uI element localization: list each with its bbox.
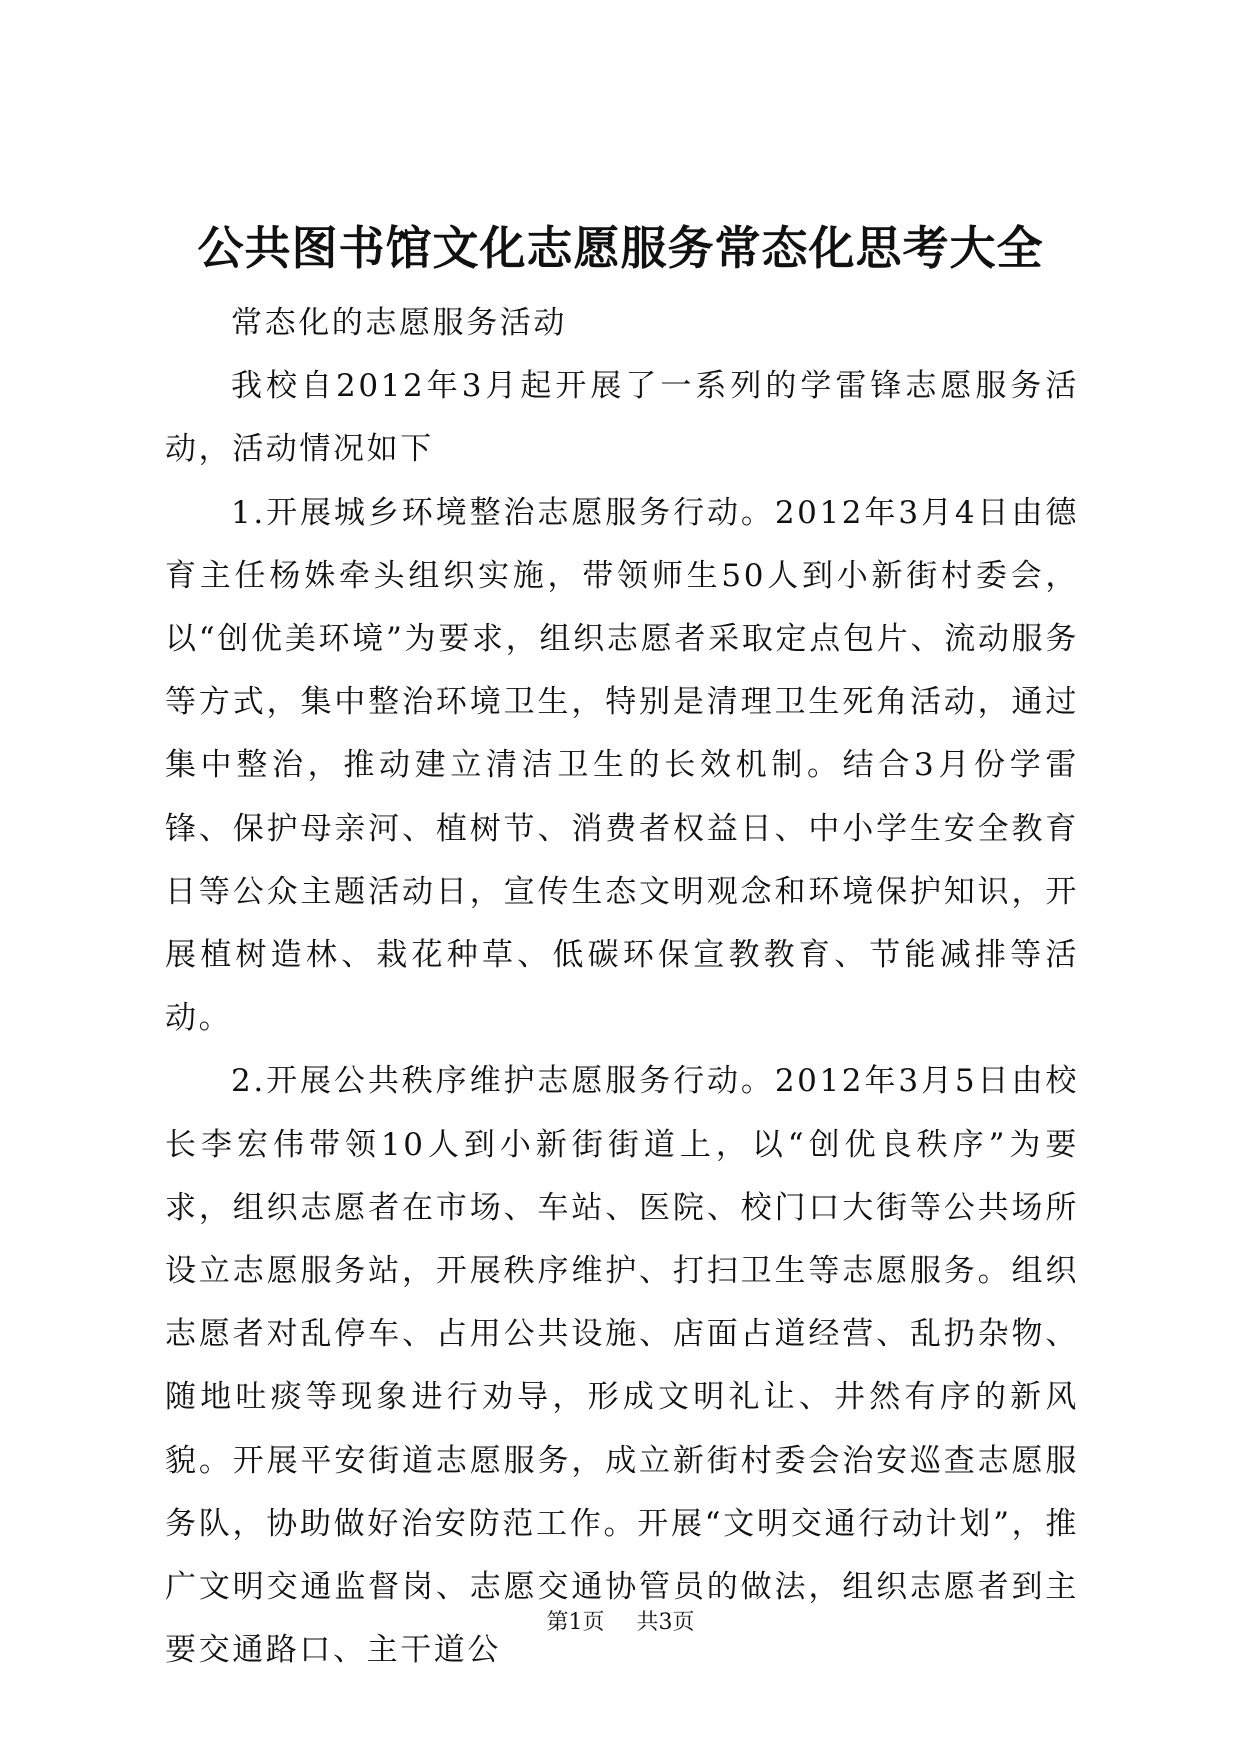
- paragraph-intro: 我校自2012年3月起开展了一系列的学雷锋志愿服务活动，活动情况如下: [165, 368, 1079, 468]
- document-title: 公共图书馆文化志愿服务常态化思考大全: [197, 221, 1044, 275]
- paragraph-item-1: 1.开展城乡环境整治志愿服务行动。2012年3月4日由德育主任杨姝牵头组织实施，带领师生50人到小新街村委会，以“创优美环境”为要求，组织志愿者采取定点包片、流动服务等方式，集中整治环境卫生，特别是清理卫生死角活动，通过集中整治，推动建立清洁卫生的长效机制。结合3月份学雷锋、保护母亲河、植树节、消费者权益日、中小学生安全教育日等公众主题活动日，宣传生态文明观念和环境保护知识，开展植树造林、栽花种草、低碳环保宣教教育、节能减排等活动。: [165, 494, 1079, 1037]
- paragraph-item-2: 2.开展公共秩序维护志愿服务行动。2012年3月5日由校长李宏伟带领10人到小新街街道上，以“创优良秩序”为要求，组织志愿者在市场、车站、医院、校门口大街等公共场所设立志愿服务站，开展秩序维护、打扫卫生等志愿服务。组织志愿者对乱停车、占用公共设施、店面占道经营、乱扔杂物、随地吐痰等现象进行劝导，形成文明礼让、井然有序的新风貌。开展平安街道志愿服务，成立新街村委会治安巡查志愿服务队，协助做好治安防范工作。开展“文明交通行动计划”，推广文明交通监督岗、志愿交通协管员的做法，组织志愿者到主要交通路口、主干道公: [165, 1063, 1079, 1669]
- document-body: [165, 292, 1079, 1682]
- page-total: 共3页: [636, 1610, 695, 1635]
- page-number: 第1页: [546, 1610, 605, 1635]
- paragraph-heading: 常态化的志愿服务活动: [231, 305, 567, 341]
- page-footer: [0, 1608, 1241, 1638]
